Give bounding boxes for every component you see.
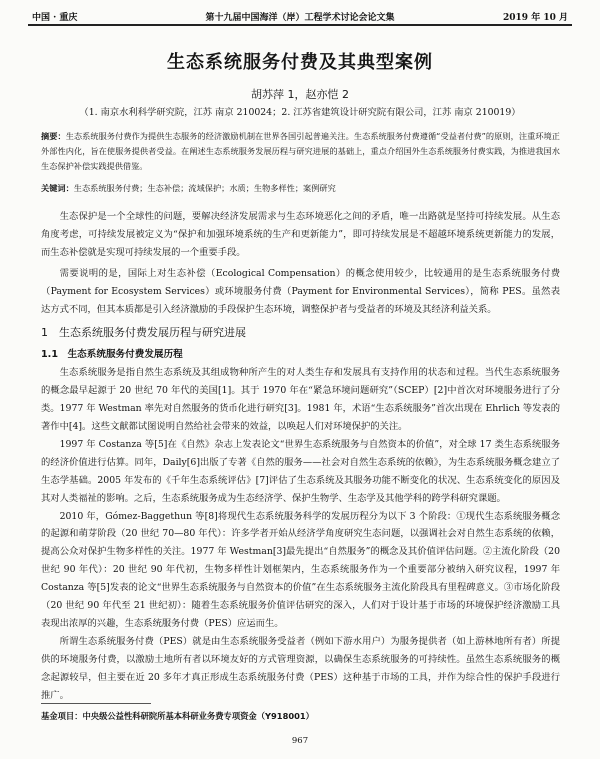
header-location: 中国 · 重庆 <box>32 13 78 23</box>
paper-title: 生态系统服务付费及其典型案例 <box>167 52 433 73</box>
section-heading-1: 1 生态系统服务付费发展历程与研究进展 <box>41 326 246 340</box>
keywords-text: 生态系统服务付费；生态补偿；流域保护；水质；生物多样性；案例研究 <box>73 183 336 193</box>
header-proceedings-title: 第十九届中国海洋（岸）工程学术讨论会论文集 <box>205 13 395 23</box>
page-number: 967 <box>291 736 309 746</box>
footnote-divider <box>41 703 151 704</box>
abstract-text: 生态系统服务付费作为提供生态服务的经济激励机制在世界各国引起普遍关注。生态系统服务付费遵循“受益者付费”的原则，注重环境正外部性内化，旨在使服务提供者受益。在阐述生态系统服务发展历程与研究进展的基础上，重点介绍国外生态系统服务付费实践，为推进我国水生态保护补偿实践提供借鉴。 <box>41 131 560 171</box>
keywords <box>41 181 560 196</box>
keywords-label: 关键词： <box>41 183 74 193</box>
intro-paragraph-1: 生态保护是一个全球性的问题，要解决经济发展需求与生态环境恶化之间的矛盾，唯一出路就是坚持可持续发展。从生态角度考虑，可持续发展被定义为“保护和加强环境系统的生产和更新能力”，即可持续发展是不超越环境系统更新能力的发展，而生态补偿就是实现可持续发展的一个重要手段。 <box>41 211 560 258</box>
running-header <box>28 10 572 26</box>
abstract-label: 摘要： <box>41 131 66 141</box>
body-paragraph-4: 1997 年 Costanza 等[5]在《自然》杂志上发表论文“世界生态系统服务与自然资本的价值”，对全球 17 类生态系统服务的经济价值进行估算。同年，Daily[6]出版了专著《自然的服务——社会对自然生态系统的依赖》，为生态系统服务概念建立了生态学基础。2005 年发布的《千年生态系统评估》[7]评估了生态系统及其服务功能不断变化的状况、生态系统变化的原因及其对人类福祉的影响。之后，生态系统服务成为生态经济学、保护生物学、生态学及其他学科的跨学科研究课题。 <box>41 438 560 504</box>
paper-authors: 胡苏萍 1，赵亦恺 2 <box>251 88 349 101</box>
intro-paragraph-2: 需要说明的是，国际上对生态补偿（Ecological Compensation）的概念使用较少，比较通用的是生态系统服务付费（Payment for Ecosystem Services）或环境服务付费（Payment for Environmental Services），简称 PES。虽然表达方式不同，但其本质都是引入经济激励的手段保护生态环境，调整保护者与受益者的环境及其经济利益关系。 <box>41 267 560 315</box>
subsection-heading-1-1: 1.1 生态系统服务付费发展历程 <box>41 349 183 361</box>
body-paragraph-5: 2010 年，Gómez-Baggethun 等[8]将现代生态系统服务科学的发展历程分为以下 3 个阶段：①现代生态系统服务概念的起源和萌芽阶段（20 世纪 70—80 年代）：许多学者开始从经济学角度研究生态问题，以强调社会对自然生态系统的依赖，提高公众对保护生物多样性的关注。1977 年 Westman[3]最先提出“自然服务”的概念及其价值评估问题。②主流化阶段（20 世纪 90 年代）：20 世纪 90 年代初，生物多样性计划框架内，生态系统服务作为一个重要部分被纳入研究议程，1997 年 Costanza 等[5]发表的论文“世界生态系统服务与自然资本的价值”在生态系统服务主流化阶段具有里程碑意义。③市场化阶段（20 世纪 90 年代至 21 世纪初）：随着生态系统服务价值评估研究的深入，人们对于设计基于市场的环境保护经济激励工具表现出浓厚的兴趣，生态系统服务付费（PES）应运而生。 <box>41 510 560 629</box>
funding-footnote: 基金项目：中央级公益性科研院所基本科研业务费专项资金（Y918001） <box>41 711 314 721</box>
abstract <box>41 129 560 174</box>
body-paragraph-6: 所谓生态系统服务付费（PES）就是由生态系统服务受益者（例如下游水用户）为服务提供者（如上游林地所有者）所提供的环境服务付费，以激励土地所有者以环境友好的方式管理资源，以确保生态系统服务的可持续性。虽然生态系统服务的概念起源较早，但主要在近 20 多年才真正形成生态系统服务付费（PES）这种基于市场的工具，并作为综合性的保护手段进行推广。 <box>41 635 560 701</box>
main-body <box>41 208 560 704</box>
body-paragraph-3: 生态系统服务是指自然生态系统及其组成物种所产生的对人类生存和发展具有支持作用的状态和过程。当代生态系统服务的概念最早起源于 20 世纪 70 年代的美国[1]。其于 1970 年在“紧急环境问题研究”（SCEP）[2]中首次对环境服务进行了分类。1977 年 Westman 率先对自然服务的货币化进行研究[3]。1981 年，术语“生态系统服务”首次出现在 Ehrlich 等发表的著作中[4]。这些文献都试图说明自然给社会带来的效益，以唤起人们对环境保护的关注。 <box>41 367 560 432</box>
header-date: 2019 年 10 月 <box>503 13 568 23</box>
author-affiliations: （1. 南京水利科学研究院，江苏 南京 210024；2. 江苏省建筑设计研究院有限公司，江苏 南京 210019） <box>79 107 521 118</box>
